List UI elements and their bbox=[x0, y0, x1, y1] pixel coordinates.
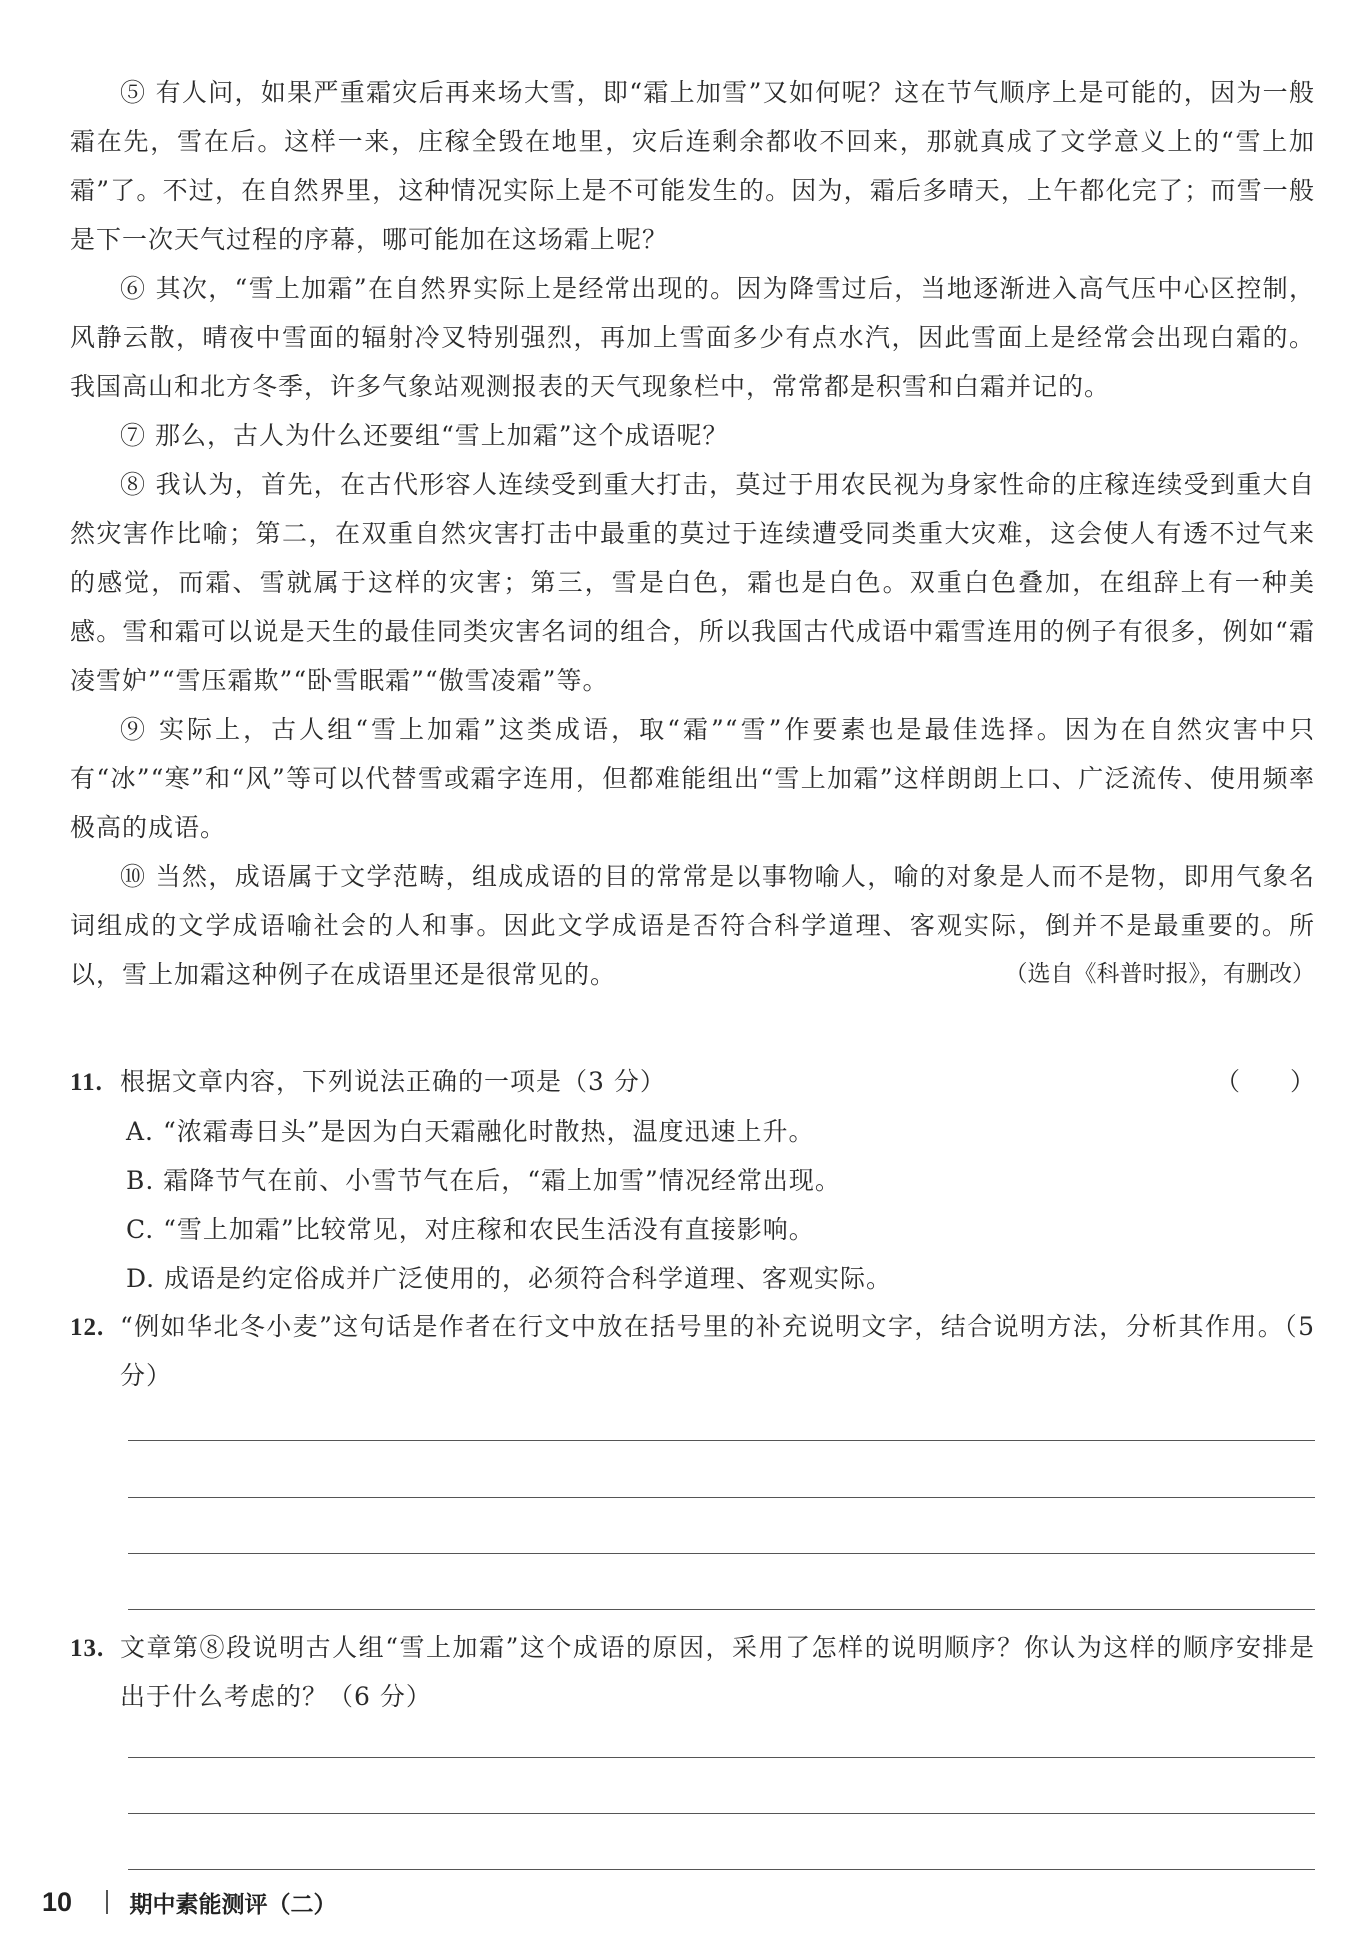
answer-line[interactable] bbox=[128, 1813, 1315, 1814]
option-c[interactable]: C. “雪上加霜”比较常见，对庄稼和农民生活没有直接影响。 bbox=[126, 1215, 815, 1244]
footer-divider bbox=[106, 1890, 108, 1914]
paragraph-7: ⑦ 那么，古人为什么还要组“雪上加霜”这个成语呢？ bbox=[120, 421, 729, 450]
answer-line[interactable] bbox=[128, 1497, 1315, 1498]
answer-line[interactable] bbox=[128, 1440, 1315, 1441]
question-12 bbox=[70, 1302, 1315, 1400]
page-number: 10 bbox=[42, 1886, 73, 1917]
question-13-text: 文章第⑧段说明古人组“雪上加霜”这个成语的原因，采用了怎样的说明顺序？你认为这样的顺序安排是出于什么考虑的？（6 分） bbox=[120, 1633, 1315, 1711]
option-d[interactable]: D. 成语是约定俗成并广泛使用的，必须符合科学道理、客观实际。 bbox=[126, 1264, 893, 1293]
reading-passage bbox=[70, 68, 1315, 999]
paragraph-8: ⑧ 我认为，首先，在古代形容人连续受到重大打击，莫过于用农民视为身家性命的庄稼连续受到重大自然灾害作比喻；第二，在双重自然灾害打击中最重的莫过于连续遭受同类重大灾难，这会使人有透不过气来的感觉，而霜、雪就属于这样的灾害；第三，雪是白色，霜也是白色。双重白色叠加，在组辞上有一种美感。雪和霜可以说是天生的最佳同类灾害名词的组合，所以我国古代成语中霜雪连用的例子有很多，例如“霜凌雪妒”“雪压霜欺”“卧雪眠霜”“傲雪凌霜”等。 bbox=[70, 470, 1315, 695]
answer-line[interactable] bbox=[128, 1553, 1315, 1554]
question-13 bbox=[70, 1623, 1315, 1721]
paragraph-5: ⑤ 有人问，如果严重霜灾后再来场大雪，即“霜上加雪”又如何呢？这在节气顺序上是可能的，因为一般霜在先，雪在后。这样一来，庄稼全毁在地里，灾后连剩余都收不回来，那就真成了文学意义上的“雪上加霜”了。不过，在自然界里，这种情况实际上是不可能发生的。因为，霜后多晴天，上午都化完了；而雪一般是下一次天气过程的序幕，哪可能加在这场霜上呢？ bbox=[70, 78, 1315, 254]
question-11-options bbox=[126, 1107, 1315, 1303]
paragraph-6: ⑥ 其次，“雪上加霜”在自然界实际上是经常出现的。因为降雪过后，当地逐渐进入高气压中心区控制，风静云散，晴夜中雪面的辐射冷叉特别强烈，再加上雪面多少有点水汽，因此雪面上是经常会出现白霜的。我国高山和北方冬季，许多气象站观测报表的天气现象栏中，常常都是积雪和白霜并记的。 bbox=[70, 274, 1315, 401]
question-11-text: 根据文章内容，下列说法正确的一项是（3 分） bbox=[120, 1067, 666, 1096]
page-footer bbox=[42, 1882, 337, 1922]
answer-bracket[interactable]: （ ） bbox=[1214, 1067, 1315, 1096]
paragraph-10 bbox=[70, 852, 1315, 999]
answer-line[interactable] bbox=[128, 1609, 1315, 1610]
paragraph-10-text: ⑩ 当然，成语属于文学范畴，组成成语的目的常常是以事物喻人，喻的对象是人而不是物，即用气象名词组成的文学成语喻社会的人和事。因此文学成语是否符合科学道理、客观实际，倒并不是最重要的。所以，雪上加霜这种例子在成语里还是很常见的。 bbox=[70, 862, 1315, 989]
question-13-number: 13. bbox=[70, 1635, 105, 1662]
source-citation: （选自《科普时报》，有删改） bbox=[1004, 961, 1315, 987]
paragraph-9: ⑨ 实际上，古人组“雪上加霜”这类成语，取“霜”“雪”作要素也是最佳选择。因为在自然灾害中只有“冰”“寒”和“风”等可以代替雪或霜字连用，但都难能组出“雪上加霜”这样朗朗上口、广泛流传、使用频率极高的成语。 bbox=[70, 715, 1315, 842]
question-12-number: 12. bbox=[70, 1314, 105, 1341]
footer-title: 期中素能测评（二） bbox=[129, 1891, 337, 1918]
option-a[interactable]: A. “浓霜毒日头”是因为白天霜融化时散热，温度迅速上升。 bbox=[126, 1117, 815, 1146]
question-11 bbox=[70, 1057, 1315, 1303]
option-b[interactable]: B. 霜降节气在前、小雪节气在后，“霜上加雪”情况经常出现。 bbox=[126, 1166, 841, 1195]
question-12-text: “例如华北冬小麦”这句话是作者在行文中放在括号里的补充说明文字，结合说明方法，分析其作用。（5 分） bbox=[120, 1312, 1315, 1390]
question-11-number: 11. bbox=[70, 1069, 103, 1096]
answer-line[interactable] bbox=[128, 1869, 1315, 1870]
answer-line[interactable] bbox=[128, 1757, 1315, 1758]
